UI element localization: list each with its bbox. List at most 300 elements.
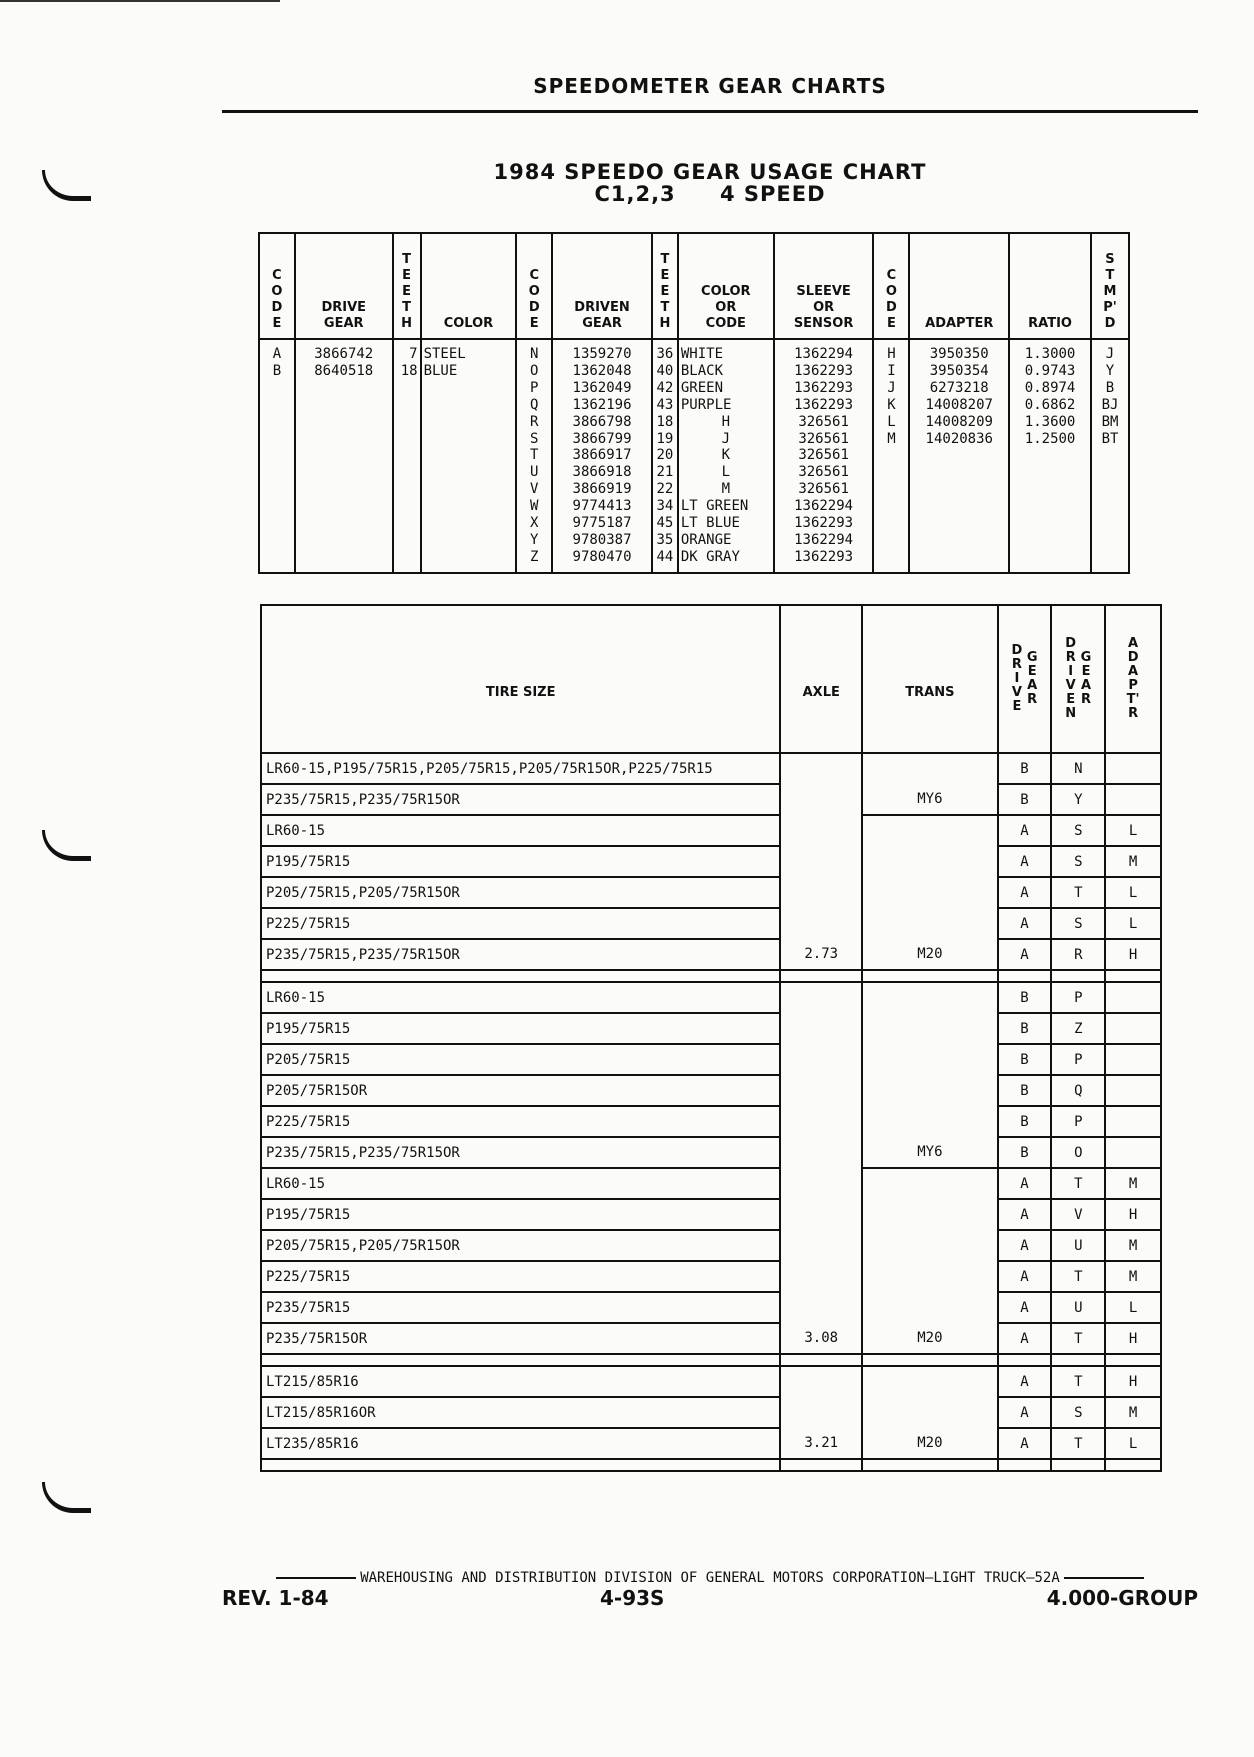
hdr-gear-word: [1027, 651, 1038, 707]
cell-line: B: [272, 362, 282, 379]
trans-cell: [862, 1292, 998, 1323]
cell-line: 1362293: [794, 515, 854, 532]
cell-line: W: [530, 498, 539, 515]
drive-gear-code-cell: A: [998, 1230, 1052, 1261]
cell-line: 3866742: [314, 346, 374, 362]
cell-line: 14008209: [925, 413, 993, 430]
adapter-code-cell: [1105, 1137, 1161, 1168]
spacer-cell: [862, 1459, 998, 1471]
cell-line: 1362048: [572, 362, 632, 379]
cell-line: H: [401, 316, 413, 331]
axle-cell: [780, 1013, 862, 1044]
axle-cell: [780, 1261, 862, 1292]
adapter-code-cell: M: [1105, 1261, 1161, 1292]
spacer-cell: [1051, 970, 1105, 982]
hdr-ratio: [1009, 233, 1091, 339]
driven-gear-code-cell: T: [1051, 1168, 1105, 1199]
cell-line: 3866917: [572, 447, 632, 464]
adapter-code-cell: H: [1105, 1323, 1161, 1354]
drive-gear-code-cell: B: [998, 1044, 1052, 1075]
table-row: [261, 784, 1161, 815]
hdr-drive-teeth: [393, 233, 421, 339]
cell-line: 22: [656, 481, 674, 498]
adapter-code-cell: L: [1105, 1428, 1161, 1459]
cell-line: J: [721, 430, 731, 447]
driven-gear-column: [552, 339, 652, 573]
axle-cell: [780, 846, 862, 877]
drive-gear-code-cell: A: [998, 1428, 1052, 1459]
driven-gear-code-cell: S: [1051, 1397, 1105, 1428]
hdr-adapter-code: [1105, 605, 1161, 753]
axle-cell: [780, 1230, 862, 1261]
cell-line: RATIO: [1028, 316, 1072, 331]
trans-cell: [862, 753, 998, 784]
drive-code-column: [259, 339, 295, 573]
spacer-cell: [998, 970, 1052, 982]
cell-line: 326561: [798, 464, 849, 481]
drive-gear-code-cell: A: [998, 815, 1052, 846]
driven-color-column: [678, 339, 774, 573]
cell-line: 1362293: [794, 548, 854, 565]
cell-line: OR: [813, 300, 835, 315]
cell-line: 1362294: [794, 346, 854, 362]
cell-line: X: [530, 515, 539, 532]
chart-title: 1984 SPEEDO GEAR USAGE CHART: [493, 160, 927, 184]
trans-cell: [862, 1366, 998, 1397]
drive-gear-code-cell: B: [998, 1137, 1052, 1168]
gear-usage-table: [258, 232, 1130, 574]
tire-size-cell: P225/75R15: [261, 1106, 780, 1137]
cell-line: 326561: [798, 430, 849, 447]
cell-line: BLUE: [423, 362, 458, 379]
cell-line: 8640518: [314, 362, 374, 379]
drive-gear-code-cell: B: [998, 1106, 1052, 1137]
cell-line: M: [1103, 284, 1117, 299]
cell-line: 21: [656, 464, 674, 481]
axle-cell: [780, 1044, 862, 1075]
axle-cell: [780, 1106, 862, 1137]
axle-cell: [780, 1397, 862, 1428]
adapter-code-column: [873, 339, 909, 573]
adapter-code-cell: [1105, 784, 1161, 815]
cell-line: 326561: [798, 413, 849, 430]
footer-revision: REV. 1-84: [222, 1586, 329, 1610]
tire-size-cell: P205/75R15,P205/75R15OR: [261, 877, 780, 908]
cell-line: H: [659, 316, 671, 331]
cell-line: R: [1128, 706, 1139, 721]
cell-line: T: [660, 252, 670, 267]
spacer-cell: [1051, 1459, 1105, 1471]
cell-line: 40: [656, 362, 674, 379]
axle-cell: [780, 784, 862, 815]
driven-teeth-column: [652, 339, 678, 573]
drive-gear-code-cell: A: [998, 1292, 1052, 1323]
binder-hole-mark: [42, 1482, 91, 1513]
cell-line: V: [530, 481, 539, 498]
cell-line: 1362294: [794, 498, 854, 515]
cell-line: T: [402, 300, 412, 315]
cell-line: J: [1105, 346, 1115, 362]
cell-line: 326561: [798, 447, 849, 464]
trans-cell: [862, 1261, 998, 1292]
cell-line: K: [887, 396, 896, 413]
cell-line: A: [1128, 664, 1139, 679]
cell-line: Q: [530, 396, 539, 413]
tire-size-cell: LR60-15: [261, 1168, 780, 1199]
spacer-cell: [261, 970, 780, 982]
tire-size-cell: P225/75R15: [261, 1261, 780, 1292]
cell-line: E: [529, 316, 539, 331]
trans-cell: [862, 908, 998, 939]
tire-size-cell: P225/75R15: [261, 908, 780, 939]
driven-gear-code-cell: S: [1051, 908, 1105, 939]
cell-line: P': [1103, 300, 1117, 315]
tire-size-cell: LR60-15: [261, 982, 780, 1013]
cell-line: 44: [656, 548, 674, 565]
hdr-stmpd: [1091, 233, 1129, 339]
adapter-code-cell: L: [1105, 815, 1161, 846]
cell-line: 1362049: [572, 379, 632, 396]
cell-line: D: [1011, 643, 1023, 658]
table-row: [261, 1292, 1161, 1323]
spacer-cell: [1105, 1459, 1161, 1471]
footer-division-line: WAREHOUSING AND DISTRIBUTION DIVISION OF GENERAL MOTORS CORPORATION—LIGHT TRUCK—52A: [222, 1570, 1198, 1586]
tire-size-cell: LT215/85R16OR: [261, 1397, 780, 1428]
trans-cell: M20: [862, 939, 998, 970]
cell-line: C: [529, 268, 539, 283]
spacer-cell: [780, 1459, 862, 1471]
cell-line: G: [1080, 650, 1092, 665]
adapter-column: [909, 339, 1009, 573]
driven-gear-code-cell: Z: [1051, 1013, 1105, 1044]
spacer-cell: [780, 970, 862, 982]
driven-gear-code-cell: S: [1051, 815, 1105, 846]
drive-gear-code-cell: A: [998, 1199, 1052, 1230]
spacer-cell: [862, 970, 998, 982]
cell-line: 1362196: [572, 396, 632, 413]
tire-size-cell: LR60-15,P195/75R15,P205/75R15,P205/75R15OR,P225/75R15: [261, 753, 780, 784]
tire-size-cell: P205/75R15OR: [261, 1075, 780, 1106]
tire-size-cell: LR60-15: [261, 815, 780, 846]
adapter-code-cell: [1105, 982, 1161, 1013]
cell-line: 3866799: [572, 430, 632, 447]
cell-line: 1.2500: [1024, 430, 1076, 447]
axle-cell: [780, 877, 862, 908]
cell-line: 42: [656, 379, 674, 396]
table-row: [261, 1137, 1161, 1168]
driven-gear-code-cell: T: [1051, 1323, 1105, 1354]
drive-gear-code-cell: A: [998, 1261, 1052, 1292]
cell-line: D: [1065, 636, 1077, 651]
cell-line: 1362293: [794, 379, 854, 396]
driven-gear-code-cell: Y: [1051, 784, 1105, 815]
cell-line: L: [887, 413, 896, 430]
trans-cell: [862, 1168, 998, 1199]
table-row: [261, 1397, 1161, 1428]
trans-cell: MY6: [862, 1137, 998, 1168]
adapter-code-cell: M: [1105, 1230, 1161, 1261]
cell-line: DK GRAY: [680, 548, 740, 565]
chart-subtitle: [222, 182, 1198, 206]
cell-line: D: [1127, 650, 1139, 665]
cell-line: S: [530, 430, 539, 447]
axle-cell: 2.73: [780, 939, 862, 970]
cell-line: G: [1026, 650, 1038, 665]
tire-size-table: [260, 604, 1162, 1472]
header-rule: [222, 110, 1198, 113]
cell-line: E: [272, 316, 282, 331]
trans-cell: [862, 815, 998, 846]
cell-line: COLOR: [443, 316, 494, 331]
cell-line: V: [1011, 685, 1022, 700]
spacer-cell: [998, 1459, 1052, 1471]
footer-page-number: 4-93S: [600, 1586, 665, 1610]
axle-cell: [780, 982, 862, 1013]
group-spacer-row: [261, 1354, 1161, 1366]
ratio-column: [1009, 339, 1091, 573]
cell-line: CODE: [705, 316, 746, 331]
drive-gear-code-cell: B: [998, 982, 1052, 1013]
drive-gear-code-cell: B: [998, 753, 1052, 784]
binder-hole-mark: [42, 830, 91, 861]
tire-size-cell: P235/75R15OR: [261, 1323, 780, 1354]
driven-gear-code-cell: R: [1051, 939, 1105, 970]
cell-line: R: [1081, 692, 1092, 707]
cell-line: 9774413: [572, 498, 632, 515]
trans-cell: M20: [862, 1428, 998, 1459]
cell-line: 3950350: [929, 346, 989, 362]
driven-gear-code-cell: T: [1051, 1428, 1105, 1459]
cell-line: 326561: [798, 481, 849, 498]
cell-line: E: [1066, 692, 1076, 707]
driven-gear-code-cell: V: [1051, 1199, 1105, 1230]
cell-line: 3950354: [929, 362, 989, 379]
table-row: [261, 1428, 1161, 1459]
cell-line: 0.6862: [1024, 396, 1076, 413]
footer-group: 4.000-GROUP: [1046, 1586, 1198, 1610]
trans-cell: [862, 1106, 998, 1137]
hdr-axle: AXLE: [780, 605, 862, 753]
hdr-driven-word: [1065, 637, 1076, 721]
drive-gear-code-cell: B: [998, 1075, 1052, 1106]
cell-line: 36: [656, 346, 674, 362]
spacer-cell: [1051, 1354, 1105, 1366]
hdr-driven-gear-code: [1051, 605, 1105, 753]
cell-line: O: [530, 362, 539, 379]
trans-cell: [862, 1397, 998, 1428]
group-spacer-row: [261, 970, 1161, 982]
driven-gear-code-cell: T: [1051, 1366, 1105, 1397]
table-row: [261, 753, 1161, 784]
trans-cell: [862, 1075, 998, 1106]
table-row: [261, 1168, 1161, 1199]
cell-line: 0.9743: [1024, 362, 1076, 379]
cell-line: SENSOR: [793, 316, 854, 331]
cell-line: 3866798: [572, 413, 632, 430]
cell-line: E: [1027, 664, 1037, 679]
drive-gear-code-cell: A: [998, 846, 1052, 877]
tire-size-cell: LT235/85R16: [261, 1428, 780, 1459]
hdr-drive-code: [259, 233, 295, 339]
cell-line: GEAR: [323, 316, 364, 331]
drive-gear-code-cell: A: [998, 1397, 1052, 1428]
cell-line: GREEN: [680, 379, 724, 396]
drive-gear-code-cell: B: [998, 784, 1052, 815]
cell-line: 1362293: [794, 396, 854, 413]
table-row: [261, 1261, 1161, 1292]
group-spacer-row: [261, 1459, 1161, 1471]
table-row: [261, 1013, 1161, 1044]
hdr-tire-size: TIRE SIZE: [261, 605, 780, 753]
trans-cell: [862, 846, 998, 877]
driven-code-column: [516, 339, 552, 573]
trans-cell: [862, 1013, 998, 1044]
adapter-code-cell: [1105, 1075, 1161, 1106]
cell-line: 9780470: [572, 548, 632, 565]
table-row: [261, 982, 1161, 1013]
tire-size-cell: P235/75R15,P235/75R15OR: [261, 1137, 780, 1168]
axle-cell: [780, 1292, 862, 1323]
cell-line: S: [1105, 252, 1115, 267]
table-row: [261, 1366, 1161, 1397]
cell-line: T: [402, 252, 412, 267]
spacer-cell: [862, 1354, 998, 1366]
cell-line: DRIVE: [321, 300, 367, 315]
table-row: [261, 908, 1161, 939]
cell-line: C: [272, 268, 282, 283]
spacer-cell: [1105, 1354, 1161, 1366]
stmpd-column: [1091, 339, 1129, 573]
cell-line: N: [1065, 706, 1077, 721]
cell-line: U: [530, 464, 539, 481]
cell-line: 14020836: [925, 430, 993, 447]
adapter-code-cell: H: [1105, 939, 1161, 970]
cell-line: V: [1065, 678, 1076, 693]
drive-gear-code-cell: A: [998, 908, 1052, 939]
table-row: [261, 815, 1161, 846]
cell-line: DRIVEN: [574, 300, 630, 315]
cell-line: H: [721, 413, 731, 430]
cell-line: A: [272, 346, 282, 362]
table-row: [261, 877, 1161, 908]
table-row: [261, 846, 1161, 877]
driven-gear-code-cell: U: [1051, 1292, 1105, 1323]
tire-size-cell: P235/75R15,P235/75R15OR: [261, 939, 780, 970]
axle-cell: [780, 1168, 862, 1199]
table-row: [261, 1044, 1161, 1075]
cell-line: I: [1014, 671, 1020, 686]
cell-line: R: [1011, 657, 1022, 672]
trans-cell: [862, 1230, 998, 1261]
cell-line: A: [1080, 678, 1092, 693]
cell-line: P: [530, 379, 539, 396]
tire-size-cell: P235/75R15,P235/75R15OR: [261, 784, 780, 815]
table-row: [261, 939, 1161, 970]
axle-cell: [780, 753, 862, 784]
cell-line: BLACK: [680, 362, 724, 379]
cell-line: M: [721, 481, 731, 498]
adapter-code-cell: H: [1105, 1199, 1161, 1230]
hdr-drive-gear: [295, 233, 393, 339]
cell-line: L: [721, 464, 731, 481]
cell-line: E: [886, 316, 896, 331]
hdr-gear-word: [1081, 651, 1092, 707]
cell-line: 3866919: [572, 481, 632, 498]
cell-line: BT: [1101, 430, 1119, 447]
adapter-code-cell: M: [1105, 1397, 1161, 1428]
cell-line: 1362293: [794, 362, 854, 379]
cell-line: WHITE: [680, 346, 724, 362]
driven-gear-code-cell: T: [1051, 877, 1105, 908]
tire-size-cell: P205/75R15: [261, 1044, 780, 1075]
adapter-code-cell: [1105, 1106, 1161, 1137]
tire-size-cell: P195/75R15: [261, 1013, 780, 1044]
page-header-title: SPEEDOMETER GEAR CHARTS: [533, 74, 887, 98]
cell-line: C: [886, 268, 897, 283]
cell-line: E: [402, 268, 412, 283]
adapter-code-cell: [1105, 1013, 1161, 1044]
trans-cell: M20: [862, 1323, 998, 1354]
hdr-trans: TRANS: [862, 605, 998, 753]
axle-cell: [780, 1366, 862, 1397]
hdr-sleeve-or-sensor: [774, 233, 874, 339]
hdr-adapter: [909, 233, 1009, 339]
cell-line: D: [886, 300, 897, 315]
cell-line: 0.8974: [1024, 379, 1076, 396]
cell-line: 18: [400, 362, 418, 379]
cell-line: D: [1104, 316, 1116, 331]
cell-line: H: [887, 346, 896, 362]
chart-subtitle-models: C1,2,3: [594, 182, 676, 206]
cell-line: ORANGE: [680, 531, 732, 548]
driven-gear-code-cell: Q: [1051, 1075, 1105, 1106]
cell-line: 43: [656, 396, 674, 413]
table-row: [261, 1230, 1161, 1261]
drive-teeth-column: [393, 339, 421, 573]
hdr-driven-gear: [552, 233, 652, 339]
cell-line: O: [271, 284, 283, 299]
axle-cell: [780, 1199, 862, 1230]
hdr-driven-teeth: [652, 233, 678, 339]
adapter-code-cell: L: [1105, 1292, 1161, 1323]
cell-line: 9775187: [572, 515, 632, 532]
drive-gear-code-cell: A: [998, 877, 1052, 908]
cell-line: 35: [656, 531, 674, 548]
spacer-cell: [261, 1354, 780, 1366]
driven-gear-code-cell: P: [1051, 1044, 1105, 1075]
cell-line: 1362294: [794, 531, 854, 548]
cell-line: T: [660, 300, 670, 315]
trans-cell: MY6: [862, 784, 998, 815]
table-row: [261, 1323, 1161, 1354]
tire-size-cell: P195/75R15: [261, 1199, 780, 1230]
cell-line: T: [530, 447, 539, 464]
table-row: [261, 1106, 1161, 1137]
cell-line: 9780387: [572, 531, 632, 548]
axle-cell: [780, 815, 862, 846]
driven-gear-code-cell: N: [1051, 753, 1105, 784]
cell-line: O: [528, 284, 540, 299]
adapter-code-cell: M: [1105, 846, 1161, 877]
cell-line: M: [887, 430, 896, 447]
cell-line: I: [1068, 664, 1074, 679]
cell-line: ADAPTER: [925, 316, 994, 331]
driven-gear-code-cell: S: [1051, 846, 1105, 877]
tire-size-cell: P195/75R15: [261, 846, 780, 877]
driven-gear-code-cell: U: [1051, 1230, 1105, 1261]
cell-line: BM: [1101, 413, 1119, 430]
adapter-code-cell: [1105, 753, 1161, 784]
